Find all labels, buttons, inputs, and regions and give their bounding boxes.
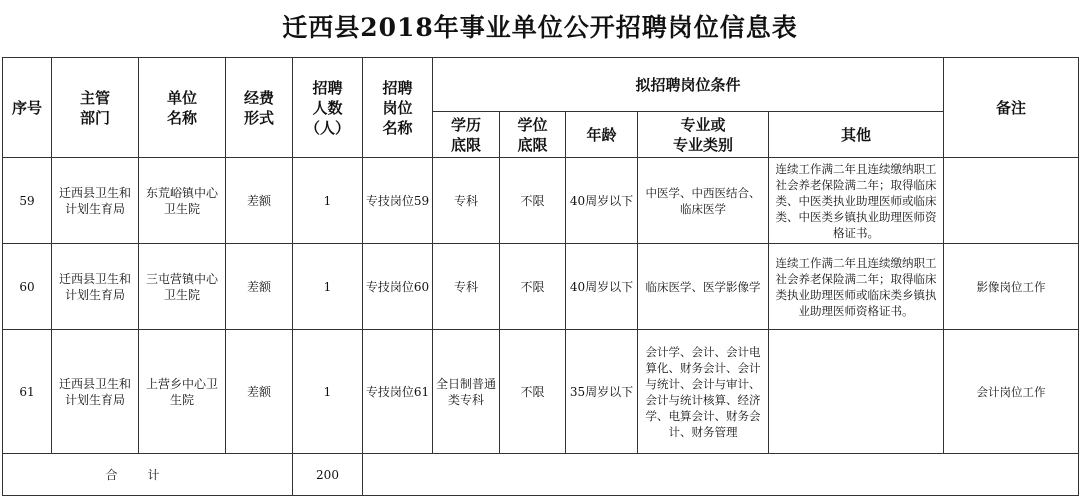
table-row [3,158,1079,244]
cell-position: 专技岗位61 [363,330,433,454]
cell-degree: 不限 [500,330,566,454]
cell-major: 中医学、中西医结合、临床医学 [638,158,769,244]
cell-degree: 不限 [500,158,566,244]
cell-dept: 迁西县卫生和计划生育局 [52,244,139,330]
cell-age: 40周岁以下 [566,244,638,330]
cell-funding: 差额 [226,330,293,454]
cell-remark: 影像岗位工作 [944,244,1079,330]
total-count: 200 [293,454,363,496]
cell-unit: 东荒峪镇中心卫生院 [139,158,226,244]
header-conditions: 拟招聘岗位条件 [433,58,944,112]
header-unit: 单位 名称 [139,58,226,158]
cell-seq: 61 [3,330,52,454]
cell-seq: 60 [3,244,52,330]
cell-remark [944,158,1079,244]
cell-education: 专科 [433,244,500,330]
header-seq: 序号 [3,58,52,158]
header-funding: 经费 形式 [226,58,293,158]
cell-count: 1 [293,330,363,454]
cell-other: 连续工作满二年且连续缴纳职工社会养老保险满二年；取得临床类执业助理医师或临床类乡镇执业助理医师资格证书。 [769,244,944,330]
cell-education: 全日制普通类专科 [433,330,500,454]
cell-position: 专技岗位59 [363,158,433,244]
cell-funding: 差额 [226,158,293,244]
recruitment-table [2,57,1079,496]
cell-age: 40周岁以下 [566,158,638,244]
header-education: 学历 底限 [433,112,500,158]
header-age: 年龄 [566,112,638,158]
cell-count: 1 [293,244,363,330]
total-blank [363,454,1079,496]
header-position: 招聘 岗位 名称 [363,58,433,158]
header-degree: 学位 底限 [500,112,566,158]
page-title: 迁西县2018年事业单位公开招聘岗位信息表 [282,13,798,42]
cell-unit: 三屯营镇中心卫生院 [139,244,226,330]
header-remark: 备注 [944,58,1079,158]
cell-remark: 会计岗位工作 [944,330,1079,454]
cell-count: 1 [293,158,363,244]
cell-dept: 迁西县卫生和计划生育局 [52,330,139,454]
cell-age: 35周岁以下 [566,330,638,454]
table-row [3,330,1079,454]
cell-other [769,330,944,454]
cell-major: 会计学、会计、会计电算化、财务会计、会计与统计、会计与审计、会计与统计核算、经济学、电算会计、财务会计、财务管理 [638,330,769,454]
cell-funding: 差额 [226,244,293,330]
total-label: 合计 [3,454,293,496]
cell-major: 临床医学、医学影像学 [638,244,769,330]
header-count: 招聘 人数 （人） [293,58,363,158]
cell-seq: 59 [3,158,52,244]
cell-dept: 迁西县卫生和计划生育局 [52,158,139,244]
cell-position: 专技岗位60 [363,244,433,330]
cell-unit: 上营乡中心卫生院 [139,330,226,454]
header-major: 专业或 专业类别 [638,112,769,158]
cell-other: 连续工作满二年且连续缴纳职工社会养老保险满二年；取得临床类、中医类执业助理医师或临床类、中医类乡镇执业助理医师资格证书。 [769,158,944,244]
header-other: 其他 [769,112,944,158]
cell-education: 专科 [433,158,500,244]
total-row [3,454,1079,496]
header-dept: 主管 部门 [52,58,139,158]
table-row [3,244,1079,330]
cell-degree: 不限 [500,244,566,330]
header-row-primary [3,58,1079,112]
